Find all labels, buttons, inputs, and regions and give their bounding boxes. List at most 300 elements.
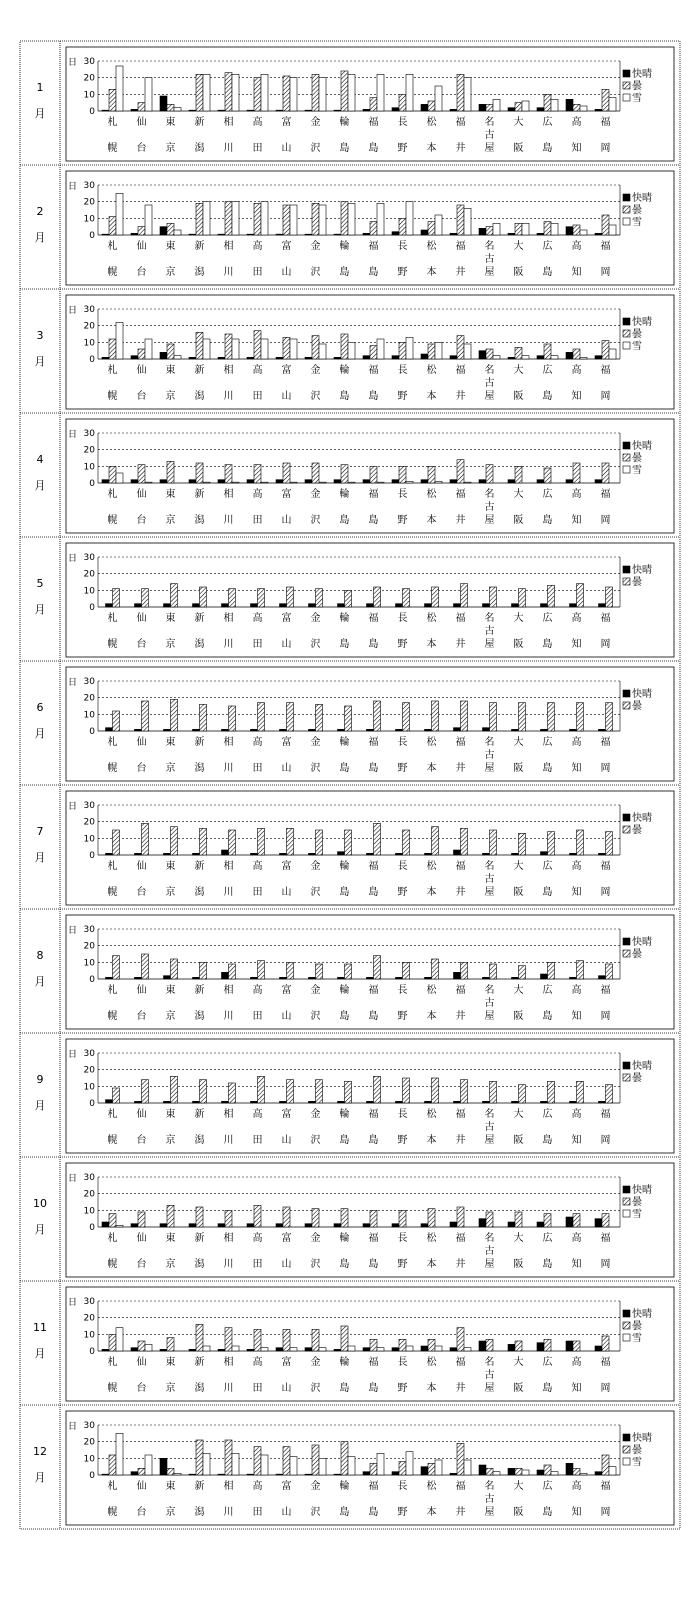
city-label-char1: 富: [281, 1357, 292, 1368]
bar-clear: [222, 850, 229, 855]
bar-clear: [305, 234, 312, 235]
bar-cloudy: [399, 342, 406, 359]
bar-cloudy: [403, 830, 410, 855]
bar-clear: [595, 233, 602, 235]
legend-swatch-cloudy: [623, 454, 630, 461]
city-label-char2: 岡: [600, 391, 611, 402]
city-label-char1: 大: [513, 985, 524, 996]
bar-cloudy: [283, 205, 290, 235]
city-label-char2: 田: [252, 515, 263, 526]
y-tick-label: 20: [83, 1313, 95, 1324]
city-label-char2: 島: [542, 639, 553, 650]
bar-cloudy: [316, 1080, 323, 1103]
city-label-char1: 札: [107, 241, 118, 252]
bar-snow: [145, 482, 152, 483]
bar-clear: [251, 977, 258, 979]
bar-clear: [164, 853, 171, 855]
bar-clear: [396, 729, 403, 731]
city-label-char3: 屋: [484, 267, 495, 278]
city-label-char1: 高: [571, 489, 582, 500]
bar-cloudy: [109, 466, 116, 483]
city-label-char1: 高: [252, 1357, 263, 1368]
city-label-char1: 松: [426, 861, 437, 872]
bar-snow: [551, 356, 558, 359]
city-label-char1: 輪: [339, 1481, 350, 1492]
city-label-char2: 沢: [310, 391, 321, 402]
city-label-char2: 山: [281, 515, 292, 526]
bar-cloudy: [196, 74, 203, 111]
bar-clear: [421, 1224, 428, 1227]
bar-clear: [102, 480, 109, 483]
bar-clear: [508, 1344, 515, 1351]
city-label-char2: 井: [455, 763, 466, 774]
city-label-char1: 名: [484, 985, 495, 996]
city-label-char1: 高: [571, 613, 582, 624]
month-suffix: 月: [34, 851, 46, 864]
city-label-char2: 沢: [310, 267, 321, 278]
city-label-char2: 古: [484, 378, 495, 389]
legend-swatch-cloudy: [623, 1198, 630, 1205]
city-label-char1: 富: [281, 861, 292, 872]
city-label-char1: 高: [252, 365, 263, 376]
bar-clear: [131, 1472, 138, 1475]
city-label-char2: 知: [571, 1259, 582, 1270]
city-label-char1: 長: [397, 1357, 408, 1368]
city-label-char2: 岡: [600, 143, 611, 154]
bar-clear: [570, 604, 577, 607]
bar-cloudy: [113, 956, 120, 979]
bar-snow: [261, 202, 268, 235]
city-label-char1: 相: [223, 1109, 234, 1120]
axis-unit-label: 日: [68, 1174, 78, 1184]
axis-unit-label: 日: [68, 1422, 78, 1432]
bar-clear: [193, 853, 200, 855]
bar-clear: [305, 480, 312, 483]
y-tick-label: 20: [83, 569, 95, 580]
bar-clear: [102, 1474, 109, 1475]
bar-clear: [392, 1348, 399, 1351]
bar-clear: [566, 227, 573, 235]
bar-cloudy: [490, 587, 497, 607]
bar-clear: [479, 1219, 486, 1227]
city-label-char2: 古: [484, 998, 495, 1009]
city-label-char1: 輪: [339, 1357, 350, 1368]
legend-label-cloudy: 曇: [632, 1445, 642, 1456]
bar-cloudy: [312, 1209, 319, 1227]
bar-clear: [160, 227, 167, 235]
bar-clear: [566, 352, 573, 359]
bar-clear: [512, 604, 519, 607]
bar-clear: [367, 977, 374, 979]
bar-clear: [454, 972, 461, 979]
city-label-char2: 山: [281, 267, 292, 278]
city-label-char2: 潟: [194, 887, 205, 898]
bar-clear: [102, 110, 109, 111]
bar-cloudy: [200, 828, 207, 855]
bar-snow: [493, 1472, 500, 1475]
city-label-char3: 屋: [484, 1135, 495, 1146]
bar-snow: [319, 78, 326, 111]
city-label-char1: 広: [542, 241, 553, 252]
legend-swatch-snow: [623, 1210, 630, 1217]
bar-cloudy: [254, 1329, 261, 1351]
bar-snow: [435, 86, 442, 111]
bar-cloudy: [403, 962, 410, 979]
bar-clear: [537, 356, 544, 359]
axis-unit-label: 日: [68, 926, 78, 936]
bar-cloudy: [606, 587, 613, 607]
bar-clear: [305, 357, 312, 359]
bar-cloudy: [113, 830, 120, 855]
city-label-char1: 札: [107, 365, 118, 376]
city-label-char2: 岡: [600, 1259, 611, 1270]
city-label-char2: 岡: [600, 515, 611, 526]
bar-cloudy: [225, 1440, 232, 1475]
city-label-char2: 島: [368, 143, 379, 154]
city-label-char1: 輪: [339, 489, 350, 500]
bar-cloudy: [573, 1341, 580, 1351]
bar-snow: [580, 106, 587, 111]
city-label-char2: 井: [455, 1383, 466, 1394]
city-label-char1: 相: [223, 117, 234, 128]
bar-cloudy: [312, 203, 319, 235]
bar-cloudy: [428, 466, 435, 483]
city-label-char1: 松: [426, 1109, 437, 1120]
city-label-char2: 潟: [194, 1259, 205, 1270]
bar-snow: [290, 1348, 297, 1351]
bar-cloudy: [544, 94, 551, 111]
bar-clear: [363, 1224, 370, 1227]
month-panel-6: [20, 661, 680, 781]
bar-snow: [522, 101, 529, 111]
y-tick-label: 30: [83, 1421, 95, 1431]
bar-clear: [222, 604, 229, 607]
bar-cloudy: [283, 1329, 290, 1351]
city-label-char1: 福: [368, 1481, 379, 1492]
city-label-char1: 名: [484, 1357, 495, 1368]
city-label-char2: 島: [339, 143, 350, 154]
legend-label-cloudy: 曇: [632, 205, 642, 216]
city-label-char2: 島: [542, 887, 553, 898]
bar-cloudy: [142, 701, 149, 731]
city-label-char2: 山: [281, 1259, 292, 1270]
city-label-char1: 相: [223, 985, 234, 996]
city-label-char2: 本: [426, 763, 437, 774]
bar-cloudy: [602, 1336, 609, 1351]
city-label-char2: 知: [571, 763, 582, 774]
bar-cloudy: [602, 1214, 609, 1227]
legend-swatch-snow: [623, 342, 630, 349]
bar-snow: [493, 223, 500, 235]
bar-cloudy: [602, 89, 609, 111]
city-label-char1: 福: [600, 1109, 611, 1120]
month-panel-8: [20, 909, 680, 1029]
bar-cloudy: [374, 956, 381, 979]
legend-swatch-cloudy: [623, 206, 630, 213]
city-label-char1: 名: [484, 489, 495, 500]
bar-cloudy: [457, 1207, 464, 1227]
city-label-char2: 島: [368, 391, 379, 402]
city-label-char2: 島: [542, 143, 553, 154]
bar-clear: [454, 850, 461, 855]
city-label-char2: 田: [252, 639, 263, 650]
bar-clear: [164, 976, 171, 979]
city-label-char2: 京: [165, 391, 176, 402]
legend-swatch-cloudy: [623, 702, 630, 709]
bar-cloudy: [515, 466, 522, 483]
month-number: 11: [33, 1321, 47, 1334]
legend-label-cloudy: 曇: [632, 81, 642, 92]
y-tick-label: 30: [83, 429, 95, 439]
city-label-char1: 高: [571, 985, 582, 996]
bar-clear: [193, 1101, 200, 1103]
city-label-char2: 島: [339, 1135, 350, 1146]
legend-swatch-clear: [623, 318, 630, 325]
bar-clear: [367, 729, 374, 731]
bar-cloudy: [200, 1080, 207, 1103]
month-panel-4: [20, 413, 680, 533]
legend-swatch-clear: [623, 1434, 630, 1441]
city-label-char2: 京: [165, 763, 176, 774]
bar-cloudy: [457, 74, 464, 111]
month-number: 7: [36, 825, 44, 838]
city-label-char1: 福: [455, 117, 466, 128]
bar-snow: [435, 1460, 442, 1475]
bar-clear: [421, 1346, 428, 1351]
legend-swatch-clear: [623, 814, 630, 821]
y-tick-label: 10: [83, 90, 95, 101]
bar-cloudy: [573, 463, 580, 483]
bar-cloudy: [428, 344, 435, 359]
month-suffix: 月: [34, 107, 46, 120]
bar-cloudy: [142, 1080, 149, 1103]
y-tick-label: 30: [83, 1297, 95, 1307]
city-label-char2: 潟: [194, 391, 205, 402]
y-tick-label: 0: [89, 107, 95, 117]
legend-label-clear: 快晴: [632, 193, 652, 204]
y-tick-label: 0: [89, 603, 95, 613]
bar-cloudy: [167, 223, 174, 235]
city-label-char2: 台: [136, 1135, 147, 1146]
city-label-char2: 山: [281, 887, 292, 898]
city-label-char1: 東: [165, 861, 176, 872]
city-label-char2: 知: [571, 143, 582, 154]
city-label-char1: 仙: [136, 1357, 147, 1368]
bar-snow: [377, 1453, 384, 1475]
city-label-char1: 札: [107, 1233, 118, 1244]
city-label-char1: 新: [194, 1109, 205, 1120]
city-label-char2: 野: [397, 267, 408, 278]
city-label-char1: 輪: [339, 985, 350, 996]
city-label-char1: 仙: [136, 489, 147, 500]
city-label-char1: 福: [368, 365, 379, 376]
bar-clear: [450, 109, 457, 111]
city-label-char2: 島: [339, 763, 350, 774]
city-label-char1: 輪: [339, 613, 350, 624]
bar-snow: [464, 482, 471, 483]
bar-clear: [392, 480, 399, 483]
city-label-char1: 輪: [339, 1109, 350, 1120]
city-label-char1: 仙: [136, 241, 147, 252]
bar-cloudy: [341, 334, 348, 359]
bar-clear: [570, 729, 577, 731]
city-label-char2: 幌: [107, 391, 118, 402]
city-label-char2: 野: [397, 1383, 408, 1394]
city-label-char2: 野: [397, 143, 408, 154]
city-label-char2: 京: [165, 1011, 176, 1022]
bar-cloudy: [544, 1339, 551, 1351]
bar-snow: [435, 1346, 442, 1351]
bar-snow: [290, 482, 297, 483]
bar-snow: [377, 482, 384, 483]
legend-swatch-clear: [623, 70, 630, 77]
bar-cloudy: [312, 1445, 319, 1475]
bar-clear: [164, 604, 171, 607]
city-label-char2: 井: [455, 1507, 466, 1518]
bar-clear: [512, 729, 519, 731]
bar-cloudy: [225, 202, 232, 235]
bar-cloudy: [138, 1341, 145, 1351]
y-tick-label: 10: [83, 1206, 95, 1217]
city-label-char1: 福: [600, 737, 611, 748]
city-label-char2: 京: [165, 1259, 176, 1270]
bar-clear: [392, 108, 399, 111]
bar-cloudy: [544, 468, 551, 483]
legend-label-cloudy: 曇: [632, 949, 642, 960]
y-tick-label: 30: [83, 305, 95, 315]
bar-clear: [367, 853, 374, 855]
bar-clear: [537, 233, 544, 235]
month-number: 6: [36, 701, 44, 714]
bar-clear: [363, 109, 370, 111]
city-label-char2: 潟: [194, 639, 205, 650]
bar-cloudy: [544, 1465, 551, 1475]
bar-clear: [338, 977, 345, 979]
city-label-char1: 相: [223, 737, 234, 748]
city-label-char1: 高: [571, 1481, 582, 1492]
city-label-char2: 山: [281, 763, 292, 774]
city-label-char2: 知: [571, 1507, 582, 1518]
bar-cloudy: [403, 1078, 410, 1103]
bar-snow: [261, 1455, 268, 1475]
city-label-char1: 福: [368, 489, 379, 500]
bar-cloudy: [229, 1083, 236, 1103]
bar-cloudy: [254, 465, 261, 483]
bar-cloudy: [142, 954, 149, 979]
city-label-char2: 田: [252, 887, 263, 898]
bar-clear: [483, 977, 490, 979]
city-label-char1: 福: [368, 737, 379, 748]
legend-label-snow: 雪: [632, 1209, 642, 1220]
legend-label-clear: 快晴: [632, 937, 652, 948]
legend-swatch-clear: [623, 1310, 630, 1317]
bar-clear: [251, 604, 258, 607]
city-label-char1: 名: [484, 1109, 495, 1120]
bar-cloudy: [573, 349, 580, 359]
bar-clear: [392, 1224, 399, 1227]
legend-swatch-snow: [623, 1334, 630, 1341]
bar-snow: [290, 339, 297, 359]
bar-cloudy: [171, 959, 178, 979]
city-label-char1: 大: [513, 613, 524, 624]
legend-label-cloudy: 曇: [632, 701, 642, 712]
city-label-char1: 新: [194, 737, 205, 748]
month-suffix: 月: [34, 1347, 46, 1360]
bar-cloudy: [341, 465, 348, 483]
bar-clear: [595, 356, 602, 359]
city-label-char2: 川: [223, 1259, 234, 1270]
city-label-char3: 屋: [484, 639, 495, 650]
city-label-char1: 仙: [136, 1481, 147, 1492]
bar-snow: [261, 1348, 268, 1351]
city-label-char1: 福: [600, 1481, 611, 1492]
bar-snow: [116, 1433, 123, 1475]
bar-cloudy: [461, 701, 468, 731]
legend-swatch-cloudy: [623, 82, 630, 89]
bar-snow: [522, 223, 529, 235]
bar-cloudy: [113, 1088, 120, 1103]
y-tick-label: 10: [83, 214, 95, 225]
city-label-char2: 岡: [600, 887, 611, 898]
city-label-char1: 富: [281, 1109, 292, 1120]
bar-clear: [537, 480, 544, 483]
city-label-char2: 古: [484, 1370, 495, 1381]
y-tick-label: 10: [83, 586, 95, 597]
bar-clear: [512, 853, 519, 855]
bar-cloudy: [577, 703, 584, 731]
city-label-char1: 大: [513, 241, 524, 252]
month-number: 3: [36, 329, 44, 342]
bar-cloudy: [167, 1468, 174, 1475]
city-label-char1: 東: [165, 1357, 176, 1368]
bar-cloudy: [486, 1468, 493, 1475]
bar-snow: [203, 482, 210, 483]
city-label-char1: 長: [397, 1481, 408, 1492]
city-label-char2: 京: [165, 1383, 176, 1394]
bar-clear: [334, 234, 341, 235]
legend-swatch-snow: [623, 218, 630, 225]
bar-clear: [193, 977, 200, 979]
y-tick-label: 30: [83, 553, 95, 563]
bar-clear: [106, 977, 113, 979]
city-label-char1: 福: [455, 985, 466, 996]
city-label-char1: 高: [252, 861, 263, 872]
city-label-char1: 長: [397, 241, 408, 252]
bar-cloudy: [171, 1076, 178, 1103]
city-label-char2: 潟: [194, 143, 205, 154]
city-label-char1: 広: [542, 613, 553, 624]
bar-clear: [102, 234, 109, 235]
bar-clear: [189, 357, 196, 359]
legend-label-snow: 雪: [632, 217, 642, 228]
city-label-char2: 古: [484, 1494, 495, 1505]
city-label-char1: 大: [513, 861, 524, 872]
city-label-char2: 潟: [194, 267, 205, 278]
bar-cloudy: [573, 225, 580, 235]
city-label-char1: 福: [368, 861, 379, 872]
bar-cloudy: [109, 217, 116, 235]
bar-cloudy: [457, 460, 464, 483]
city-label-char1: 高: [571, 117, 582, 128]
bar-clear: [309, 977, 316, 979]
city-label-char2: 幌: [107, 763, 118, 774]
city-label-char1: 富: [281, 117, 292, 128]
bar-snow: [261, 339, 268, 359]
y-tick-label: 0: [89, 1471, 95, 1481]
bar-snow: [609, 349, 616, 359]
bar-clear: [135, 977, 142, 979]
city-label-char3: 屋: [484, 515, 495, 526]
